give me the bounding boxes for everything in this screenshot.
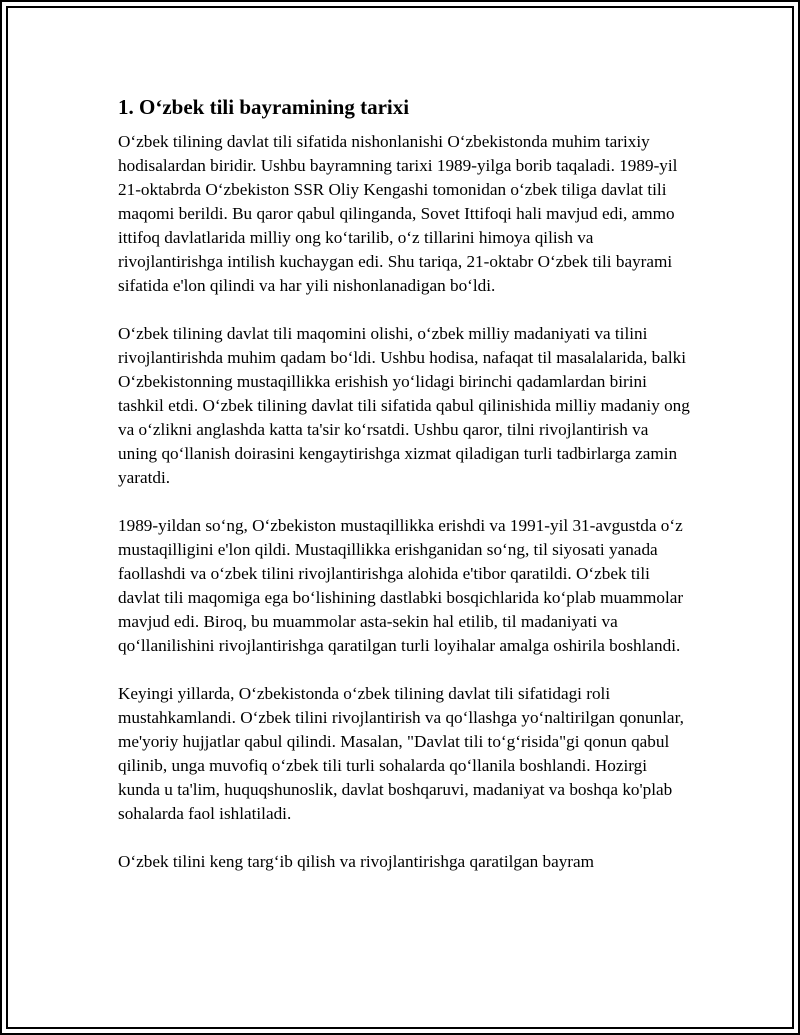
paragraph-1: O‘zbek tilining davlat tili sifatida nishonlanishi O‘zbekistonda muhim tarixiy hodisalardan biridir. Ushbu bayramning tarixi 1989-yilga borib taqaladi. 1989-yil 21-oktabrda O‘zbekiston SSR Oliy Kengashi tomonidan o‘zbek tiliga davlat tili maqomi berildi. Bu qaror qabul qilinganda, Sovet Ittifoqi hali mavjud edi, ammo ittifoq davlatlarida milliy ong ko‘tarilib, o‘z tillarini himoya qilish va rivojlantirishga intilish kuchaygan edi. Shu tariqa, 21-oktabr O‘zbek tili bayrami sifatida e'lon qilindi va har yili nishonlanadigan bo‘ldi. [118,132,678,295]
paragraph-4: Keyingi yillarda, O‘zbekistonda o‘zbek tilining davlat tili sifatidagi roli mustahkamlandi. O‘zbek tilini rivojlantirish va qo‘llashga yo‘naltirilgan qonunlar, me'yoriy hujjatlar qabul qilindi. Masalan, "Davlat tili to‘g‘risida"gi qonun qabul qilinib, unga muvofiq o‘zbek tili turli sohalarda qo‘llanila boshlandi. Hozirgi kunda u ta'lim, huquqshunoslik, davlat boshqaruvi, madaniyat va boshqa ko'plab sohalarda faol ishlatiladi. [118,684,684,823]
section-heading: 1. O‘zbek tili bayramining tarixi [118,95,410,119]
paragraph-2: O‘zbek tilining davlat tili maqomini olishi, o‘zbek milliy madaniyati va tilini rivojlantirishda muhim qadam bo‘ldi. Ushbu hodisa, nafaqat til masalalarida, balki O‘zbekistonning mustaqillikka erishish yo‘lidagi birinchi qadamlardan birini tashkil etdi. O‘zbek tilining davlat tili sifatida qabul qilinishida milliy madaniy ong va o‘zlikni anglashda katta ta'sir ko‘rsatdi. Ushbu qaror, tilni rivojlantirish va uning qo‘llanish doirasini kengaytirishga xizmat qiladigan turli tadbirlarga zamin yaratdi. [118,324,690,487]
paragraph-5: O‘zbek tilini keng targ‘ib qilish va rivojlantirishga qaratilgan bayram [118,852,595,871]
document-body [118,94,690,898]
paragraph-3: 1989-yildan so‘ng, O‘zbekiston mustaqillikka erishdi va 1991-yil 31-avgustda o‘z mustaqilligini e'lon qildi. Mustaqillikka erishganidan so‘ng, til siyosati yanada faollashdi va o‘zbek tilini rivojlantirishga alohida e'tibor qaratildi. O‘zbek tili davlat tili maqomiga ega bo‘lishining dastlabki bosqichlarida ko‘plab muammolar mavjud edi. Biroq, bu muammolar asta-sekin hal etilib, til madaniyati va qo‘llanilishini rivojlantirishga qaratilgan turli loyihalar amalga oshirila boshlandi. [118,516,684,655]
